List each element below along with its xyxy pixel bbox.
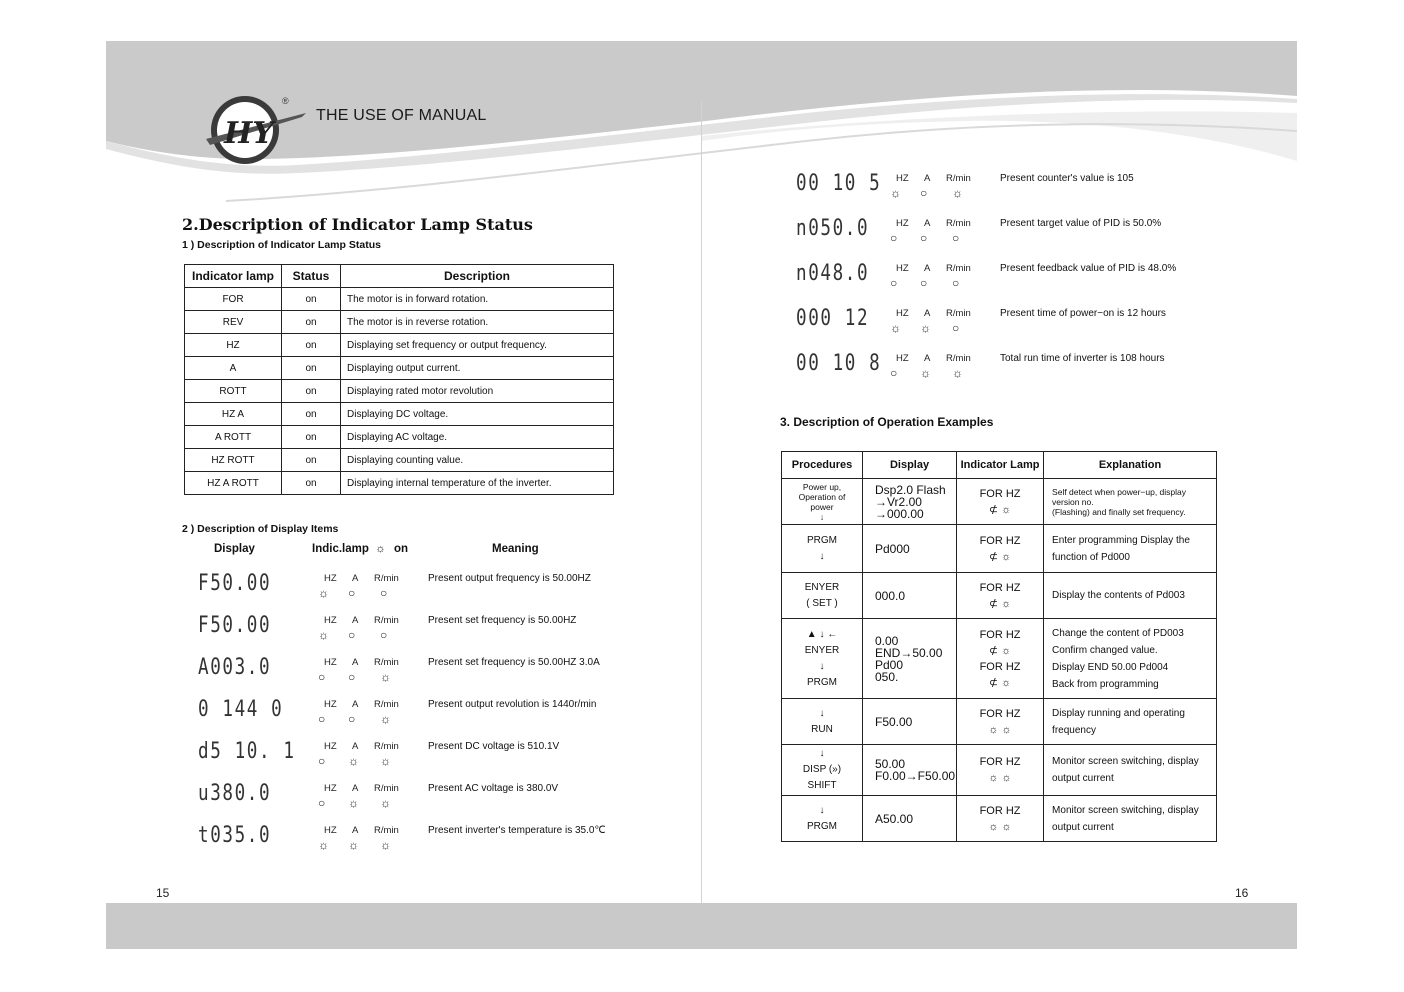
lamp-on-icon: ☼ [920,321,931,335]
lamp-off-icon: ○ [920,231,928,245]
display-item-row [198,739,638,781]
table-row [782,699,1217,745]
lamp-off-icon: ○ [348,670,356,684]
lamp-label: HZ [324,699,337,710]
cell-line: output current [1052,773,1114,784]
lamp-label: HZ [896,218,909,229]
lamp-label: A [352,741,359,752]
lamp-label: HZ [324,615,337,626]
cell-indicator-lamp [957,796,1044,842]
col-header-status: Status [282,265,341,288]
header-display: Display [214,543,255,555]
table-row [185,334,614,357]
cell-line: Change the content of PD003 [1052,627,1184,639]
lamp-on-icon: ☼ [348,796,359,810]
lamp-label: A [352,573,359,584]
lamp-label: R/min [374,615,399,626]
cell-procedure [782,699,863,745]
cell-line: SHIFT [807,780,837,791]
display-item-meaning: Present set frequency is 50.00HZ 3.0A [428,657,600,668]
display-item-row [796,351,1236,396]
cell-status: on [282,380,341,403]
display-item-meaning: Present target value of PID is 50.0% [1000,218,1162,229]
cell-line: FOR HZ [979,487,1021,500]
svg-text:HY: HY [224,116,274,151]
col-header-procedures: Procedures [782,452,863,479]
cell-line: output current [1052,821,1114,833]
cell-indicator: HZ A ROTT [185,472,282,495]
cell-procedure [782,573,863,619]
lamp-on-icon: ☼ [380,712,391,726]
header-indic-lamp: Indic.lamp [312,543,369,555]
cell-status: on [282,288,341,311]
lamp-on-icon: ☼ [318,838,329,852]
cell-line: (Flashing) and finally set frequency. [1052,506,1186,517]
table-row [185,449,614,472]
cell-indicator: REV [185,311,282,334]
lamp-label: A [924,263,931,274]
display-item-row [198,781,638,823]
lamp-off-icon: ○ [920,186,928,200]
lamp-off-icon: ○ [348,712,356,726]
display-item-meaning: Present set frequency is 50.00HZ [428,615,577,626]
cell-line: FOR HZ [979,804,1021,817]
cell-indicator-lamp [957,619,1044,699]
cell-line: ⊄ ☼ [988,676,1012,689]
lamp-on-icon: ☼ [348,838,359,852]
lamp-label: A [924,308,931,319]
cell-display [863,573,957,619]
cell-line: PRGM [807,676,837,688]
cell-line: RUN [811,723,833,735]
lamp-label: R/min [946,353,971,364]
cell-line: A50.00 [875,811,914,826]
cell-line: ENYER [804,581,840,593]
table-row [185,426,614,449]
cell-display [863,745,957,796]
cell-procedure [782,745,863,796]
lamp-off-icon: ○ [890,366,898,380]
segment-display-readout: u380.0 [198,781,272,806]
cell-line: FOR HZ [979,707,1021,720]
lamp-label: R/min [946,308,971,319]
segment-display-readout: d5 10. 1 [198,739,296,764]
lamp-label: HZ [324,657,337,668]
lamp-on-icon: ☼ [380,754,391,768]
cell-line: ▲ ↓ ← [806,628,838,640]
cell-line: ☼ ☼ [988,820,1012,833]
subsection-title-display-items: 2 ) Description of Display Items [182,523,339,535]
segment-display-readout: n048.0 [796,261,870,286]
cell-line: Monitor screen switching, display [1052,756,1199,767]
lamp-off-icon: ○ [920,276,928,290]
table-row [185,380,614,403]
lamp-on-icon: ☼ [890,186,901,200]
lamp-label: R/min [946,173,971,184]
page-number-right: 16 [1235,886,1249,900]
cell-description: Displaying output current. [341,357,614,380]
table-row [185,472,614,495]
display-item-row [796,171,1236,216]
cell-line: frequency [1052,724,1096,736]
segment-display-readout: 000 12 [796,306,870,331]
cell-line: ↓ [819,511,825,522]
segment-display-readout: 0 144 0 [198,697,284,722]
registered-mark: ® [282,96,289,106]
cell-indicator: ROTT [185,380,282,403]
cell-line: →000.00 [875,506,924,521]
cell-display [863,525,957,573]
cell-status: on [282,403,341,426]
segment-display-readout: 00 10 8 [796,351,882,376]
cell-line: PRGM [807,820,837,832]
cell-line: ↓ [819,707,825,719]
lamp-label: R/min [374,783,399,794]
manual-title: THE USE OF MANUAL [316,107,487,124]
display-item-row [796,216,1236,261]
table-row [185,403,614,426]
lamp-label: R/min [374,741,399,752]
cell-procedure [782,796,863,842]
cell-indicator-lamp [957,479,1044,525]
cell-line: function of Pd000 [1052,551,1130,563]
lamp-on-icon: ☼ [318,628,329,642]
lamp-label: A [352,699,359,710]
cell-line: Operation of [798,491,846,502]
cell-display [863,796,957,842]
lamp-on-icon: ☼ [952,366,963,380]
section-title-indicator-lamp: 2.Description of Indicator Lamp Status [182,215,533,234]
lamp-on-icon: ☼ [952,186,963,200]
lamp-off-icon: ○ [380,586,388,600]
display-item-meaning: Present AC voltage is 380.0V [428,783,559,794]
display-item-meaning: Total run time of inverter is 108 hours [1000,353,1165,364]
cell-line: Enter programming Display the [1052,534,1190,546]
cell-display [863,479,957,525]
col-header-indicator: Indicator lamp [185,265,282,288]
cell-description: The motor is in forward rotation. [341,288,614,311]
lamp-on-icon: ☼ [920,366,931,380]
cell-line: FOR HZ [979,581,1021,594]
cell-line: Confirm changed value. [1052,644,1158,656]
lamp-off-icon: ○ [318,796,326,810]
cell-line: ↓ [819,748,825,759]
cell-line: 50.00 [875,757,906,771]
cell-description: Displaying DC voltage. [341,403,614,426]
cell-explanation [1044,525,1217,573]
header-on: on [394,543,409,555]
display-item-meaning: Present counter's value is 105 [1000,173,1134,184]
segment-display-readout: F50.00 [198,613,272,638]
cell-status: on [282,449,341,472]
cell-explanation [1044,796,1217,842]
lamp-off-icon: ○ [890,231,898,245]
col-header-indicator-lamp: Indicator Lamp [957,452,1044,479]
col-header-explanation: Explanation [1044,452,1217,479]
cell-line: Pd00 [875,657,904,672]
lamp-label: A [352,615,359,626]
cell-description: Displaying counting value. [341,449,614,472]
cell-line: Display running and operating [1052,707,1185,719]
lamp-label: R/min [374,657,399,668]
display-item-meaning: Present inverter's temperature is 35.0℃ [428,825,606,836]
lamp-label: R/min [374,699,399,710]
cell-line: FOR HZ [979,628,1021,641]
cell-indicator-lamp [957,525,1044,573]
table-row [782,745,1217,796]
page-divider [701,101,702,903]
cell-line: Self detect when power−up, display version no. [1052,486,1187,507]
lamp-label: HZ [896,263,909,274]
cell-indicator: FOR [185,288,282,311]
lamp-off-icon: ○ [952,321,960,335]
table-row [782,573,1217,619]
cell-procedure [782,479,863,525]
display-items-header [214,543,634,559]
display-items-list-left [198,571,638,871]
lamp-on-icon: ☼ [380,670,391,684]
cell-line: ⊄ ☼ [988,550,1012,563]
lamp-label: A [924,218,931,229]
cell-status: on [282,357,341,380]
lamp-label: HZ [324,573,337,584]
cell-line: ↓ [819,660,825,672]
lamp-on-icon: ☼ [890,321,901,335]
lamp-label: HZ [324,825,337,836]
table-row [185,357,614,380]
lamp-off-icon: ○ [318,670,326,684]
cell-line: FOR HZ [979,660,1021,673]
lamp-label: A [924,173,931,184]
cell-line: FOR HZ [979,756,1021,768]
cell-line: FOR HZ [979,534,1021,547]
cell-line: power [810,501,834,512]
lamp-label: HZ [324,783,337,794]
cell-line: ⊄ ☼ [988,503,1012,516]
lamp-off-icon: ○ [890,276,898,290]
lamp-label: R/min [946,263,971,274]
display-item-row [198,655,638,697]
table-row [782,619,1217,699]
lamp-label: R/min [374,825,399,836]
lamp-off-icon: ○ [348,628,356,642]
cell-line: Monitor screen switching, display [1052,804,1199,816]
cell-indicator: A [185,357,282,380]
lamp-label: HZ [324,741,337,752]
cell-explanation [1044,745,1217,796]
cell-line: ⊄ ☼ [988,644,1012,657]
cell-description: Displaying rated motor revolution [341,380,614,403]
cell-line: →Vr2.00 [875,494,922,509]
cell-explanation [1044,479,1217,525]
table-row [782,479,1217,525]
display-item-row [198,571,638,613]
cell-line: 000.0 [875,588,906,603]
page-number-left: 15 [156,886,170,900]
cell-line: Power up, [802,481,842,492]
header-meaning: Meaning [492,543,539,555]
lamp-status-table [184,264,614,495]
cell-line: DISP (») [802,764,842,775]
display-item-meaning: Present time of power−on is 12 hours [1000,308,1166,319]
cell-indicator-lamp [957,573,1044,619]
cell-procedure [782,525,863,573]
display-item-row [198,613,638,655]
cell-line: Dsp2.0 Flash [875,482,946,497]
cell-indicator-lamp [957,745,1044,796]
cell-indicator: HZ A [185,403,282,426]
cell-line: ☼ ☼ [988,772,1012,784]
cell-line: END→50.00 [875,645,943,660]
cell-description: Displaying set frequency or output frequency. [341,334,614,357]
cell-status: on [282,334,341,357]
lamp-label: R/min [374,573,399,584]
cell-line: 0.00 [875,633,899,648]
table-row [782,525,1217,573]
lamp-label: A [352,825,359,836]
cell-line: F0.00→F50.00 [875,769,956,783]
cell-status: on [282,311,341,334]
lamp-on-icon: ☼ [380,796,391,810]
section-title-operation-examples: 3. Description of Operation Examples [780,415,994,429]
cell-line: Pd000 [875,541,910,556]
segment-display-readout: A003.0 [198,655,272,680]
col-header-description: Description [341,265,614,288]
lamp-label: HZ [896,173,909,184]
lamp-label: R/min [946,218,971,229]
table-row [185,288,614,311]
cell-line: ☼ ☼ [988,723,1012,736]
manual-spread [106,41,1297,949]
col-header-display: Display [863,452,957,479]
lamp-on-icon: ☼ [348,754,359,768]
display-item-row [796,261,1236,306]
cell-line: ENYER [804,644,840,656]
display-item-row [796,306,1236,351]
cell-indicator: HZ [185,334,282,357]
display-item-meaning: Present output revolution is 1440r/min [428,699,597,710]
cell-line: ↓ [819,550,825,562]
lamp-label: HZ [896,353,909,364]
cell-explanation [1044,619,1217,699]
footer-band [106,903,1297,949]
display-item-row [198,697,638,739]
subsection-title-lamp-status: 1 ) Description of Indicator Lamp Status [182,239,381,251]
display-items-list-right [796,171,1236,401]
cell-line: ↓ [819,804,825,816]
display-item-meaning: Present DC voltage is 510.1V [428,741,560,752]
lamp-label: A [352,783,359,794]
cell-line: 050. [875,669,899,684]
cell-status: on [282,472,341,495]
cell-display [863,699,957,745]
lamp-off-icon: ○ [318,754,326,768]
display-item-row [198,823,638,865]
lamp-on-icon: ☼ [380,838,391,852]
cell-description: The motor is in reverse rotation. [341,311,614,334]
cell-procedure [782,619,863,699]
cell-explanation [1044,699,1217,745]
cell-description: Displaying internal temperature of the inverter. [341,472,614,495]
lamp-on-icon: ☼ [318,586,329,600]
operation-examples-table [781,451,1217,842]
cell-indicator: HZ ROTT [185,449,282,472]
display-item-meaning: Present output frequency is 50.00HZ [428,573,591,584]
lamp-off-icon: ○ [952,276,960,290]
segment-display-readout: 00 10 5 [796,171,882,196]
cell-line: Back from programming [1052,678,1159,690]
lamp-off-icon: ○ [380,628,388,642]
cell-line: PRGM [807,534,837,546]
cell-line: ( SET ) [806,597,838,609]
cell-indicator: A ROTT [185,426,282,449]
cell-indicator-lamp [957,699,1044,745]
lamp-label: HZ [896,308,909,319]
cell-line: ⊄ ☼ [988,597,1012,610]
lamp-on-icon: ☼ [375,543,386,555]
lamp-label: A [924,353,931,364]
lamp-off-icon: ○ [348,586,356,600]
display-item-meaning: Present feedback value of PID is 48.0% [1000,263,1177,274]
cell-line: F50.00 [875,714,913,729]
cell-explanation [1044,573,1217,619]
lamp-off-icon: ○ [952,231,960,245]
table-row [185,311,614,334]
cell-line: Display the contents of Pd003 [1052,590,1185,601]
segment-display-readout: F50.00 [198,571,272,596]
table-row [782,796,1217,842]
cell-description: Displaying AC voltage. [341,426,614,449]
cell-status: on [282,426,341,449]
cell-line: Display END 50.00 Pd004 [1052,661,1169,673]
hy-logo-icon [202,93,312,171]
lamp-label: A [352,657,359,668]
segment-display-readout: t035.0 [198,823,272,848]
lamp-off-icon: ○ [318,712,326,726]
cell-display [863,619,957,699]
segment-display-readout: n050.0 [796,216,870,241]
